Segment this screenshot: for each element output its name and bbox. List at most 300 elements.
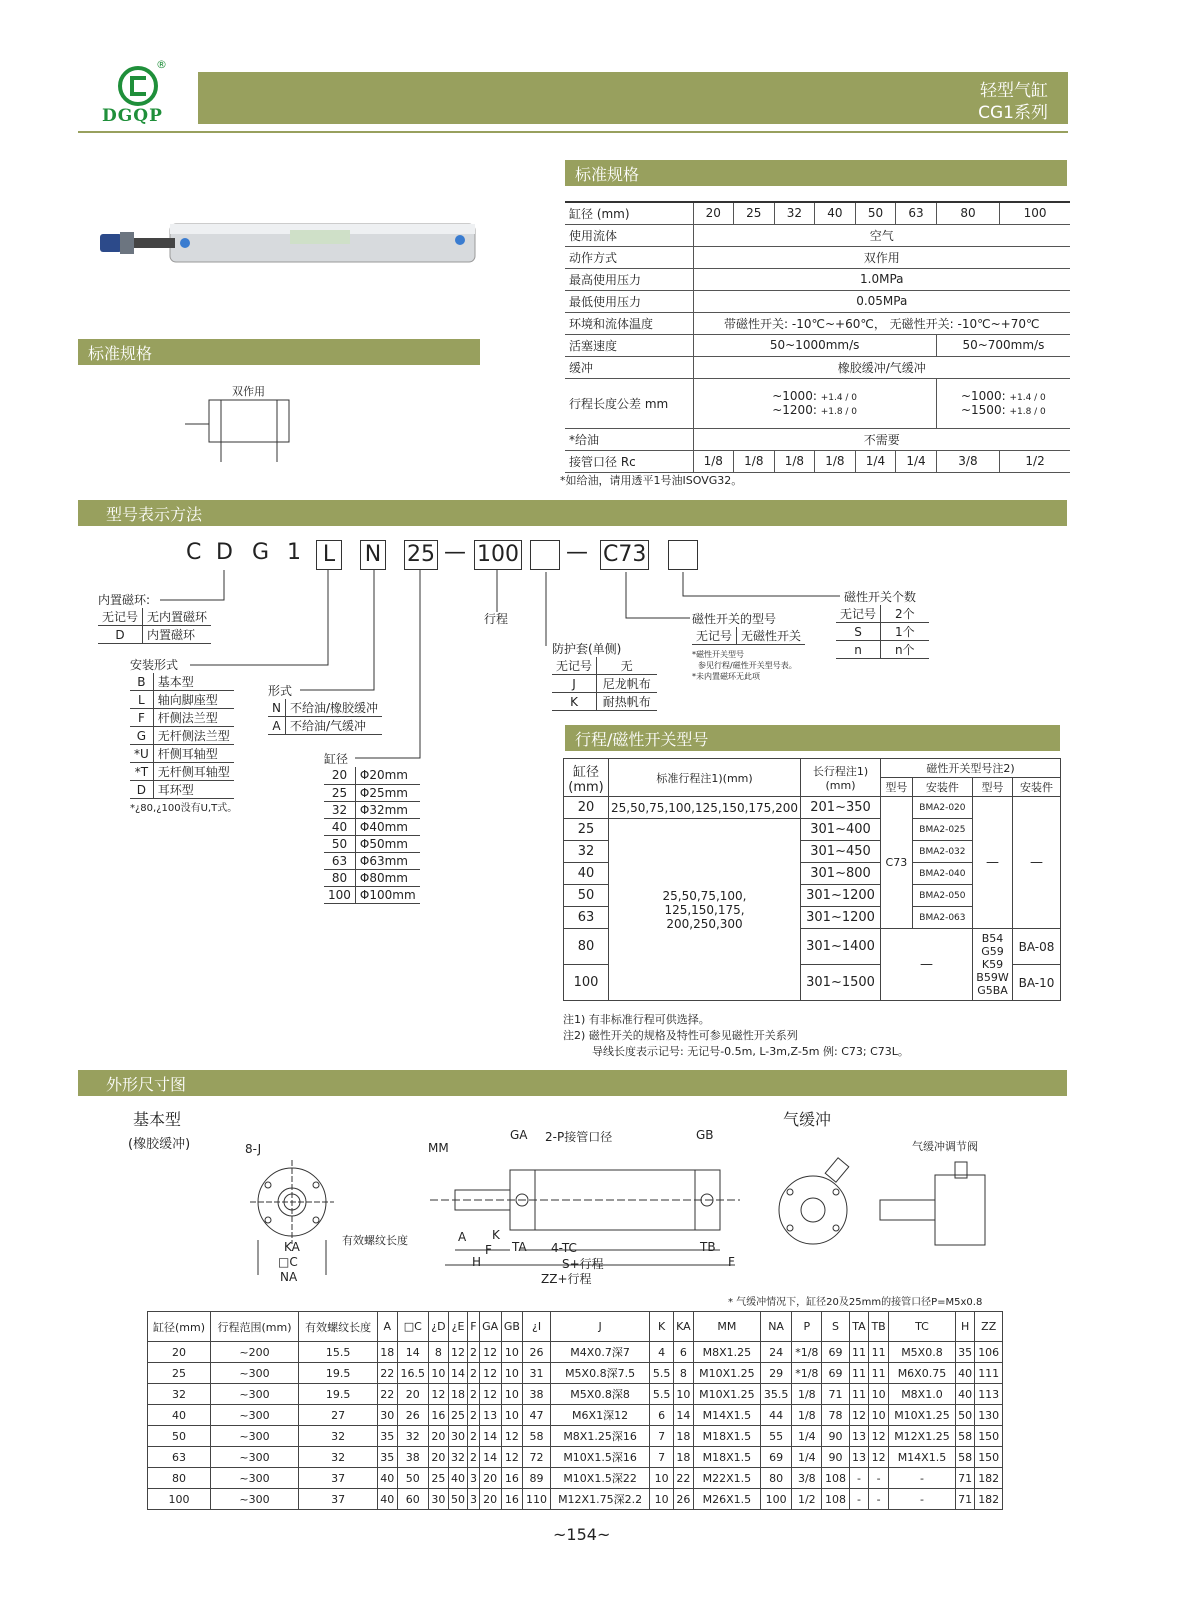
cell: 301~1400 xyxy=(801,929,881,965)
dim-label: 有效螺纹长度 xyxy=(342,1234,408,1247)
magnet-option xyxy=(98,591,211,644)
code-letter: 1 xyxy=(287,540,301,565)
table-row xyxy=(148,1363,1003,1384)
table-cell: 32 xyxy=(397,1426,428,1447)
table-cell: 50 xyxy=(148,1426,211,1447)
dim-label: F xyxy=(728,1255,735,1269)
stroke-note: 注1) 有非标准行程可供选择。 xyxy=(563,1013,710,1026)
form-option xyxy=(268,682,382,735)
option-value: 2个 xyxy=(881,605,929,623)
cell: BMA2-032 xyxy=(912,841,972,863)
stroke-table xyxy=(563,758,1061,1001)
table-cell: 32 xyxy=(299,1447,378,1468)
table-cell: 7 xyxy=(650,1426,673,1447)
table-cell: 71 xyxy=(955,1468,974,1489)
table-cell: 24 xyxy=(760,1342,791,1363)
dim-header-cell: NA xyxy=(760,1312,791,1342)
option-value: Φ32mm xyxy=(355,801,419,818)
table-cell: 12 xyxy=(479,1363,501,1384)
table-cell: 26 xyxy=(673,1489,693,1510)
table-cell: M12X1.25 xyxy=(888,1426,955,1447)
option-title: 磁性开关的型号 xyxy=(692,612,777,626)
dim-header-cell: ¿I xyxy=(523,1312,550,1342)
dim-label: GA xyxy=(510,1128,528,1142)
stroke-header: 缸径(mm) xyxy=(564,759,609,797)
option-key: *T xyxy=(130,763,153,781)
table-cell: 11 xyxy=(849,1342,868,1363)
table-cell: 32 xyxy=(448,1447,467,1468)
bore-cell: 25 xyxy=(734,202,775,224)
dim-label: GB xyxy=(696,1128,714,1142)
table-cell: 6 xyxy=(673,1342,693,1363)
table-cell: 19.5 xyxy=(299,1363,378,1384)
table-cell: M8X1.0 xyxy=(888,1384,955,1405)
table-cell: 10 xyxy=(501,1405,523,1426)
table-cell: M5X0.8深7.5 xyxy=(550,1363,650,1384)
spec-value: 50~700mm/s xyxy=(936,334,1070,356)
table-cell: 22 xyxy=(378,1384,397,1405)
dim-label: KA xyxy=(284,1240,300,1254)
option-key: K xyxy=(552,693,597,711)
spec-value: 带磁性开关: -10℃~+60℃， 无磁性开关: -10℃~+70℃ xyxy=(693,312,1070,334)
code-box-switch: C73 xyxy=(600,540,649,570)
table-cell: 72 xyxy=(523,1447,550,1468)
table-cell: 150 xyxy=(975,1426,1003,1447)
cell: 32 xyxy=(564,841,609,863)
stroke-note: 导线长度表示记号: 无记号-0.5m, L-3m,Z-5m 例: C73; C73L。 xyxy=(592,1045,909,1058)
table-cell: 2 xyxy=(468,1384,479,1405)
table-cell: 22 xyxy=(673,1468,693,1489)
table-cell: 4 xyxy=(650,1342,673,1363)
option-value: Φ80mm xyxy=(355,869,419,886)
cell: 201~350 xyxy=(801,797,881,819)
table-cell: 38 xyxy=(523,1384,550,1405)
rubber-cushion-subtitle: (橡胶缓冲) xyxy=(128,1137,191,1152)
option-title: 安装形式 xyxy=(130,658,179,672)
option-value: Φ100mm xyxy=(355,886,419,903)
table-cell: 30 xyxy=(428,1489,448,1510)
table-row xyxy=(148,1426,1003,1447)
option-key: 50 xyxy=(324,835,355,852)
table-cell: 58 xyxy=(523,1426,550,1447)
option-title: 缸径 xyxy=(324,752,349,766)
table-cell: 100 xyxy=(148,1489,211,1510)
table-cell: 2 xyxy=(468,1447,479,1468)
cell: — xyxy=(881,929,973,1001)
spec-value: 双作用 xyxy=(693,246,1070,268)
section-model: 型号表示方法 xyxy=(78,500,1067,526)
table-cell: 18 xyxy=(448,1384,467,1405)
table-cell: 106 xyxy=(975,1342,1003,1363)
bore-cell: 32 xyxy=(774,202,815,224)
dim-header-cell: A xyxy=(378,1312,397,1342)
table-cell: M12X1.75深2.2 xyxy=(550,1489,650,1510)
spec-label: *给油 xyxy=(565,428,693,450)
spec-label: 缸径 (mm) xyxy=(565,202,693,224)
dim-header-cell: F xyxy=(468,1312,479,1342)
cell: BA-08 xyxy=(1013,929,1061,965)
code-letter: C xyxy=(186,540,202,565)
cell: 40 xyxy=(564,863,609,885)
table-cell: M14X1.5 xyxy=(888,1447,955,1468)
spec-label: 环境和流体温度 xyxy=(565,312,693,334)
table-cell: 16 xyxy=(428,1405,448,1426)
table-cell: 111 xyxy=(975,1363,1003,1384)
option-value: n个 xyxy=(881,641,929,659)
spec-value: 不需要 xyxy=(693,428,1070,450)
table-cell: 32 xyxy=(148,1384,211,1405)
table-cell: 6 xyxy=(650,1405,673,1426)
table-cell: - xyxy=(849,1468,868,1489)
table-cell: 63 xyxy=(148,1447,211,1468)
option-value: 轴向脚座型 xyxy=(153,691,234,709)
code-box-mount: L xyxy=(316,540,342,570)
table-cell: M18X1.5 xyxy=(693,1426,760,1447)
tol-value: +1.4 / 0 xyxy=(820,393,858,403)
dim-label: K xyxy=(492,1228,500,1242)
table-cell: ~300 xyxy=(210,1468,298,1489)
cell: 301~450 xyxy=(801,841,881,863)
table-row xyxy=(148,1447,1003,1468)
table-cell: 19.5 xyxy=(299,1384,378,1405)
dim-header-cell: ZZ xyxy=(975,1312,1003,1342)
table-cell: 40 xyxy=(148,1405,211,1426)
table-cell: M10X1.25 xyxy=(693,1384,760,1405)
option-value: 1个 xyxy=(881,623,929,641)
dim-header-cell: S xyxy=(822,1312,849,1342)
option-value: 杆侧耳轴型 xyxy=(153,745,234,763)
table-cell: ~300 xyxy=(210,1447,298,1468)
table-cell: 113 xyxy=(975,1384,1003,1405)
dim-header-cell: TB xyxy=(869,1312,889,1342)
spec-label: 最低使用压力 xyxy=(565,290,693,312)
spec-label: 缓冲 xyxy=(565,356,693,378)
code-dash: — xyxy=(566,540,588,565)
cell: BMA2-063 xyxy=(912,907,972,929)
cell: 25 xyxy=(564,819,609,841)
cell: 20 xyxy=(564,797,609,819)
table-cell: 130 xyxy=(975,1405,1003,1426)
table-cell: 69 xyxy=(822,1363,849,1384)
cell: — xyxy=(973,797,1013,929)
cell: BMA2-020 xyxy=(912,797,972,819)
dim-label: TA xyxy=(512,1240,527,1254)
table-cell: 10 xyxy=(650,1489,673,1510)
table-cell: 10 xyxy=(501,1384,523,1405)
table-cell: 3/8 xyxy=(792,1468,822,1489)
table-cell: 11 xyxy=(869,1363,889,1384)
option-key: S xyxy=(836,623,881,641)
dim-label: F xyxy=(485,1243,492,1257)
table-cell: 26 xyxy=(523,1342,550,1363)
option-value: 不给油/气缓冲 xyxy=(285,717,382,735)
table-cell: 12 xyxy=(448,1342,467,1363)
cell: 301~1500 xyxy=(801,965,881,1001)
option-value: 无内置磁环 xyxy=(143,608,212,626)
table-cell: 35 xyxy=(378,1426,397,1447)
table-cell: M22X1.5 xyxy=(693,1468,760,1489)
table-cell: 10 xyxy=(501,1342,523,1363)
code-box-bore: 25 xyxy=(404,540,438,570)
table-cell: 8 xyxy=(673,1363,693,1384)
table-cell: 20 xyxy=(479,1489,501,1510)
table-row xyxy=(564,797,1061,819)
table-cell: 5.5 xyxy=(650,1384,673,1405)
code-letter: D xyxy=(216,540,233,565)
option-key: F xyxy=(130,709,153,727)
table-row xyxy=(148,1384,1003,1405)
bore-option xyxy=(324,750,420,904)
table-cell: 22 xyxy=(378,1363,397,1384)
table-cell: 10 xyxy=(869,1384,889,1405)
dim-header-cell: □C xyxy=(397,1312,428,1342)
table-cell: 11 xyxy=(869,1342,889,1363)
table-cell: 14 xyxy=(448,1363,467,1384)
tol-label: ~1000: xyxy=(772,389,817,403)
table-cell: ~300 xyxy=(210,1363,298,1384)
cell: B54 G59 K59 B59W G5BA xyxy=(973,929,1013,1001)
table-cell: 40 xyxy=(955,1363,974,1384)
option-title: 形式 xyxy=(268,684,293,698)
table-cell: 2 xyxy=(468,1405,479,1426)
dim-label: □C xyxy=(278,1255,298,1269)
table-cell: 80 xyxy=(760,1468,791,1489)
count-option xyxy=(836,588,929,659)
option-key: 无记号 xyxy=(692,627,737,645)
table-cell: 18 xyxy=(673,1426,693,1447)
table-cell: 30 xyxy=(378,1405,397,1426)
cell: 301~400 xyxy=(801,819,881,841)
dim-header-cell: ¿D xyxy=(428,1312,448,1342)
port-cell: 1/8 xyxy=(774,450,815,472)
table-cell: 10 xyxy=(650,1468,673,1489)
option-key: 无记号 xyxy=(98,608,143,626)
table-cell: 18 xyxy=(378,1342,397,1363)
option-value: Φ20mm xyxy=(355,767,419,784)
dimension-table xyxy=(147,1311,1003,1510)
table-cell: 25 xyxy=(148,1363,211,1384)
section-stroke: 行程/磁性开关型号 xyxy=(565,725,1060,751)
table-cell: 37 xyxy=(299,1489,378,1510)
table-cell: 13 xyxy=(849,1447,868,1468)
table-cell: 13 xyxy=(849,1426,868,1447)
option-value: 内置磁环 xyxy=(143,626,212,644)
table-cell: 1/8 xyxy=(792,1384,822,1405)
dim-label: 4-TC xyxy=(551,1241,577,1255)
table-cell: 71 xyxy=(822,1384,849,1405)
option-key: 100 xyxy=(324,886,355,903)
table-row xyxy=(148,1342,1003,1363)
table-cell: 50 xyxy=(397,1468,428,1489)
table-cell: - xyxy=(888,1489,955,1510)
option-value: 无杆侧法兰型 xyxy=(153,727,234,745)
option-key: 20 xyxy=(324,767,355,784)
option-value: 尼龙帆布 xyxy=(597,675,657,693)
table-cell: 35.5 xyxy=(760,1384,791,1405)
dim-header-cell: H xyxy=(955,1312,974,1342)
table-cell: M10X1.25 xyxy=(693,1363,760,1384)
bore-cell: 20 xyxy=(693,202,734,224)
table-cell: 69 xyxy=(760,1447,791,1468)
tol-value: +1.8 / 0 xyxy=(820,407,858,417)
dim-label: A xyxy=(458,1230,467,1244)
cell: C73 xyxy=(881,797,913,929)
code-dash: — xyxy=(444,540,466,565)
table-cell: 69 xyxy=(822,1342,849,1363)
table-cell: 10 xyxy=(501,1363,523,1384)
option-note: *¿80,¿100没有U,T式。 xyxy=(130,803,238,814)
symbol-label: 双作用 xyxy=(232,385,265,398)
port-cell: 1/8 xyxy=(693,450,734,472)
table-cell: 12 xyxy=(869,1447,889,1468)
cell: 301~1200 xyxy=(801,885,881,907)
dim-header-cell: P xyxy=(792,1312,822,1342)
dim-header-cell: GA xyxy=(479,1312,501,1342)
table-cell: 12 xyxy=(428,1384,448,1405)
table-cell: 100 xyxy=(760,1489,791,1510)
bore-cell: 63 xyxy=(896,202,937,224)
cell: 80 xyxy=(564,929,609,965)
logo-text: DGQP xyxy=(102,106,163,126)
dim-header-cell: TA xyxy=(849,1312,868,1342)
table-cell: 14 xyxy=(479,1426,501,1447)
table-cell: 2 xyxy=(468,1342,479,1363)
option-value: Φ25mm xyxy=(355,784,419,801)
spec-label: 接管口径 Rc xyxy=(565,450,693,472)
table-cell: 40 xyxy=(955,1384,974,1405)
option-key: D xyxy=(130,781,153,799)
stroke-header: 标准行程注1)(mm) xyxy=(609,759,801,797)
table-cell: - xyxy=(888,1468,955,1489)
table-row xyxy=(148,1489,1003,1510)
logo-reg: ® xyxy=(156,58,167,71)
cell: 25,50,75,100, 125,150,175, 200,250,300 xyxy=(609,819,801,1001)
header-title: 轻型气缸 xyxy=(980,81,1048,101)
table-cell: M8X1.25深16 xyxy=(550,1426,650,1447)
table-cell: 20 xyxy=(397,1384,428,1405)
option-value: 耐热帆布 xyxy=(597,693,657,711)
table-cell: 58 xyxy=(955,1447,974,1468)
table-cell: ~300 xyxy=(210,1405,298,1426)
option-value: 无 xyxy=(597,657,657,675)
code-box-stroke: 100 xyxy=(474,540,522,570)
option-value: Φ40mm xyxy=(355,818,419,835)
dim-label: MM xyxy=(428,1141,449,1155)
table-cell: 30 xyxy=(448,1426,467,1447)
table-cell: 71 xyxy=(955,1489,974,1510)
bore-cell: 50 xyxy=(855,202,896,224)
table-cell: 110 xyxy=(523,1489,550,1510)
table-cell: 12 xyxy=(479,1384,501,1405)
option-key: 32 xyxy=(324,801,355,818)
table-cell: 78 xyxy=(822,1405,849,1426)
table-cell: 10 xyxy=(869,1405,889,1426)
option-key: 63 xyxy=(324,852,355,869)
port-cell: 1/8 xyxy=(734,450,775,472)
bore-cell: 40 xyxy=(815,202,856,224)
boot-option xyxy=(552,640,657,711)
table-cell: 90 xyxy=(822,1426,849,1447)
spec-value: 1.0MPa xyxy=(693,268,1070,290)
table-cell: 29 xyxy=(760,1363,791,1384)
option-value: 无磁性开关 xyxy=(737,627,806,645)
cell: 100 xyxy=(564,965,609,1001)
table-cell: 14 xyxy=(673,1405,693,1426)
option-title: 内置磁环: xyxy=(98,593,151,607)
table-cell: 2 xyxy=(468,1426,479,1447)
table-cell: 182 xyxy=(975,1468,1003,1489)
cell: 63 xyxy=(564,907,609,929)
option-note: 参见行程/磁性开关型号表。 xyxy=(698,661,797,670)
stroke-header: 磁性开关型号注2) xyxy=(881,759,1061,778)
table-cell: 12 xyxy=(479,1342,501,1363)
table-cell: M4X0.7深7 xyxy=(550,1342,650,1363)
table-cell: 10 xyxy=(673,1384,693,1405)
air-cushion-valve-label: 气缓冲调节阀 xyxy=(912,1140,978,1153)
option-value: 无杆侧耳轴型 xyxy=(153,763,234,781)
stroke-subheader: 型号 xyxy=(881,778,913,797)
code-box-form: N xyxy=(360,540,386,570)
table-cell: 11 xyxy=(849,1363,868,1384)
table-cell: 20 xyxy=(428,1426,448,1447)
spec-value: 空气 xyxy=(693,224,1070,246)
option-note: *未内置磁环无此项 xyxy=(692,672,760,681)
option-table xyxy=(268,699,382,735)
table-cell: 108 xyxy=(822,1468,849,1489)
table-cell: 15.5 xyxy=(299,1342,378,1363)
table-cell: 55 xyxy=(760,1426,791,1447)
spec-value: 橡胶缓冲/气缓冲 xyxy=(693,356,1070,378)
table-cell: 18 xyxy=(673,1447,693,1468)
table-cell: 60 xyxy=(397,1489,428,1510)
table-cell: M5X0.8深8 xyxy=(550,1384,650,1405)
spec-label: 动作方式 xyxy=(565,246,693,268)
table-cell: 16 xyxy=(501,1468,523,1489)
option-key: n xyxy=(836,641,881,659)
bore-cell: 100 xyxy=(1000,202,1070,224)
table-cell: 1/4 xyxy=(792,1426,822,1447)
table-cell: 25 xyxy=(448,1405,467,1426)
option-key: 无记号 xyxy=(836,605,881,623)
cell: BMA2-040 xyxy=(912,863,972,885)
tol-label: ~1000: xyxy=(960,389,1006,403)
table-row xyxy=(148,1468,1003,1489)
table-cell: 12 xyxy=(501,1426,523,1447)
option-key: G xyxy=(130,727,153,745)
option-key: A xyxy=(268,717,285,735)
mount-option xyxy=(130,656,237,814)
table-cell: 38 xyxy=(397,1447,428,1468)
option-key: D xyxy=(98,626,143,644)
table-cell: 3 xyxy=(468,1489,479,1510)
dim-header-cell: 缸径(mm) xyxy=(148,1312,211,1342)
bore-cell: 80 xyxy=(936,202,999,224)
option-value: 杆侧法兰型 xyxy=(153,709,234,727)
dim-header-cell: MM xyxy=(693,1312,760,1342)
table-cell: 14 xyxy=(397,1342,428,1363)
option-key: *U xyxy=(130,745,153,763)
table-cell: ~300 xyxy=(210,1426,298,1447)
table-cell: 32 xyxy=(299,1426,378,1447)
table-cell: M26X1.5 xyxy=(693,1489,760,1510)
table-cell: 13 xyxy=(479,1405,501,1426)
dim-label: TB xyxy=(700,1240,716,1254)
option-value: 耳环型 xyxy=(153,781,234,799)
table-cell: ~300 xyxy=(210,1384,298,1405)
table-cell: 16 xyxy=(501,1489,523,1510)
option-value: Φ50mm xyxy=(355,835,419,852)
table-cell: 40 xyxy=(448,1468,467,1489)
